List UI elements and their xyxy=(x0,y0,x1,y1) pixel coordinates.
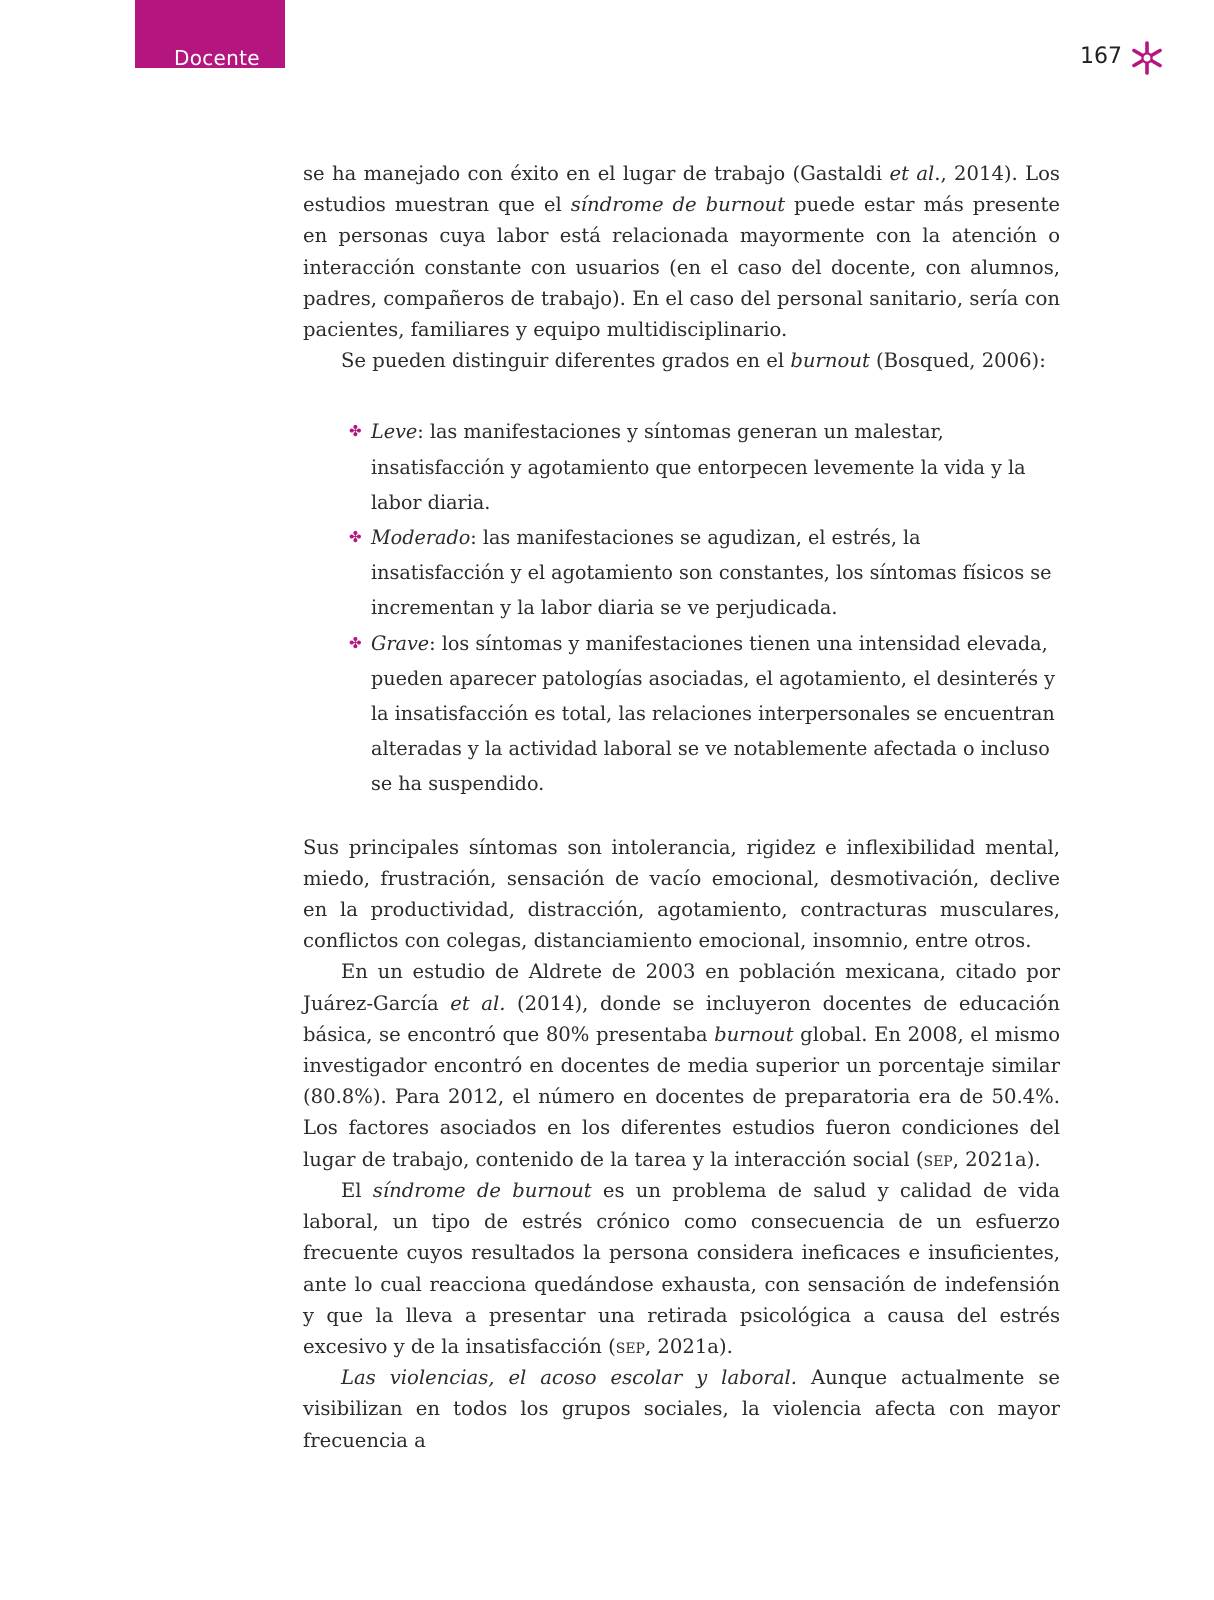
paragraph: se ha manejado con éxito en el lugar de trabajo (Gastaldi et al., 2014). Los estudios muestran que el síndrome de burnout puede estar más presente en personas cuya labor está relacionada mayormente con la atención o interacción constante con usuarios (en el caso del docente, con alumnos, padres, compañeros de trabajo). En el caso del personal sanitario, sería con pacientes, familiares y equipo multidisciplinario. xyxy=(303,162,1061,342)
list-item-text: : las manifestaciones se agudizan, el estrés, la insatisfacción y el agotamiento son constantes, los síntomas físicos se incrementan y la labor diaria se ve perjudicada. xyxy=(371,526,1052,620)
acronym: sep xyxy=(615,1334,645,1358)
paragraph: Se pueden distinguir diferentes grados en el burnout (Bosqued, 2006): xyxy=(341,349,1046,373)
paragraph: Sus principales síntomas son intolerancia, rigidez e inflexibilidad mental, miedo, frustración, sensación de vacío emocional, desmotivación, declive en la productividad, distracción, agotamiento, contracturas musculares, conflictos con colegas, distanciamiento emocional, insomnio, entre otros. xyxy=(303,835,1060,953)
list-item-term: Grave xyxy=(371,631,430,655)
list-item xyxy=(349,414,1060,520)
emphasis: síndrome de burnout xyxy=(372,1178,592,1202)
list-item-term: Moderado xyxy=(371,526,471,550)
section-tab xyxy=(135,0,285,68)
emphasis: síndrome de burnout xyxy=(570,193,786,217)
list-item-text: : las manifestaciones y síntomas generan un malestar, insatisfacción y agotamiento que entorpecen levemente la vida y la labor diaria. xyxy=(371,420,1026,514)
paragraph: El síndrome de burnout es un problema de salud y calidad de vida laboral, un tipo de estrés crónico como consecuencia de un esfuerzo frecuente cuyos resultados la persona considera ineficaces e insuficientes, ante lo cual reacciona quedándose exhausta, con sensación de indefensión y que la lleva a presentar una retirada psicológica a causa del estrés excesivo y de la insatisfacción (sep, 2021a). xyxy=(303,1178,1060,1358)
emphasis: burnout xyxy=(790,349,870,373)
bullet-icon: ✤ xyxy=(349,422,362,441)
section-label: Docente xyxy=(174,46,260,70)
emphasis: et al xyxy=(889,162,935,185)
page-number: 167 xyxy=(1080,44,1122,69)
paragraph: Las violencias, el acoso escolar y laboral. Aunque actualmente se visibilizan en todos los grupos sociales, la violencia afecta con mayor frecuencia a xyxy=(303,1366,1060,1452)
emphasis: burnout xyxy=(714,1022,794,1046)
bullet-icon: ✤ xyxy=(349,528,362,547)
list-item xyxy=(349,520,1060,626)
emphasis: et al. xyxy=(450,991,506,1015)
bullet-icon: ✤ xyxy=(349,633,362,652)
paragraph: En un estudio de Aldrete de 2003 en población mexicana, citado por Juárez-García et al. (2014), donde se incluyeron docentes de educación básica, se encontró que 80% presentaba burnout global. En 2008, el mismo investigador encontró en docentes de media superior un porcentaje similar (80.8%). Para 2012, el número en docentes de preparatoria era de 50.4%. Los factores asociados en los diferentes estudios fueron condiciones del lugar de trabajo, contenido de la tarea y la interacción social (sep, 2021a). xyxy=(303,960,1061,1171)
asterisk-icon xyxy=(1129,40,1165,76)
section-heading-inline: Las violencias, el acoso escolar y laboral. xyxy=(341,1366,798,1390)
list-item-text: : los síntomas y manifestaciones tienen una intensidad elevada, pueden aparecer patologías asociadas, el agotamiento, el desinterés y la insatisfacción es total, las relaciones interpersonales se encuentran alteradas y la actividad laboral se ve notablemente afectada o incluso se ha suspendido. xyxy=(371,631,1056,796)
article-body xyxy=(303,158,1060,1456)
burnout-grades-list xyxy=(303,414,1060,801)
list-item-term: Leve xyxy=(371,420,418,444)
acronym: sep xyxy=(923,1147,953,1171)
list-item xyxy=(349,626,1060,802)
